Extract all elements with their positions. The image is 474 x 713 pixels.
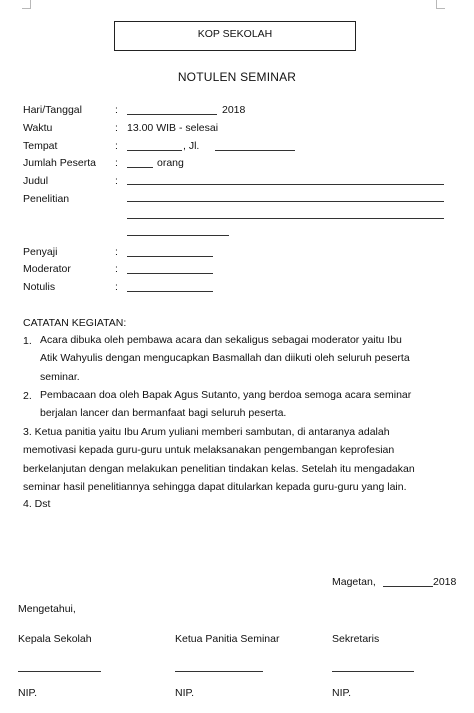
judul-blank-line-2	[127, 201, 444, 202]
judul-blank-line-4	[127, 235, 229, 236]
item-3-text	[23, 423, 445, 496]
item-3-line-2: memotivasi kepada guru-guru untuk melaksanakan pengembangan keprofesian	[23, 444, 395, 457]
item-2-line-2: berjalan lancer dan bermanfaat bagi seluruh peserta.	[40, 407, 287, 420]
judul-blank-line-1	[127, 184, 444, 185]
jumlah-peserta-colon: :	[115, 157, 118, 169]
ketua-panitia-nip: NIP.	[175, 687, 195, 699]
item-2-number: 2.	[23, 390, 32, 402]
hari-tanggal-colon: :	[115, 104, 118, 116]
notulis-colon: :	[115, 281, 118, 293]
judul-colon: :	[115, 175, 118, 187]
kepala-sekolah-nip: NIP.	[18, 687, 38, 699]
kop-sekolah-label: KOP SEKOLAH	[197, 28, 273, 40]
waktu-colon: :	[115, 122, 118, 134]
penyaji-label: Penyaji	[23, 246, 58, 258]
page-corner-mark-right	[436, 0, 445, 9]
tempat-name-blank	[127, 150, 182, 151]
mengetahui-label: Mengetahui,	[18, 603, 76, 615]
item-3-line-3: berkelanjutan dengan melakukan penelitian tindakan kelas. Setelah itu mengadakan	[23, 462, 415, 475]
moderator-colon: :	[115, 263, 118, 275]
hari-tanggal-year: 2018	[222, 104, 246, 116]
jumlah-peserta-blank	[127, 167, 153, 168]
moderator-blank	[127, 273, 213, 274]
item-4-text: 4. Dst	[23, 498, 51, 510]
notulis-blank	[127, 291, 213, 292]
sekretaris-signature-line	[332, 671, 414, 672]
hari-tanggal-label: Hari/Tanggal	[23, 104, 82, 116]
jumlah-peserta-label: Jumlah Peserta	[23, 157, 96, 169]
item-3-line-4: seminar hasil penelitiannya sehingga dapat ditularkan kepada guru-guru yang lain.	[23, 480, 407, 493]
item-1-line-3: seminar.	[40, 370, 80, 383]
kepala-sekolah-signature-line	[18, 671, 101, 672]
tempat-label: Tempat	[23, 140, 58, 152]
waktu-value: 13.00 WIB - selesai	[127, 122, 219, 134]
catatan-heading: CATATAN KEGIATAN:	[23, 317, 127, 329]
ketua-panitia-label: Ketua Panitia Seminar	[175, 633, 280, 645]
tempat-street-blank	[215, 150, 295, 151]
judul-blank-line-3	[127, 218, 444, 219]
penelitian-label: Penelitian	[23, 193, 70, 205]
sekretaris-nip: NIP.	[332, 687, 352, 699]
judul-label: Judul	[23, 175, 49, 187]
waktu-label: Waktu	[23, 122, 53, 134]
ketua-panitia-signature-line	[175, 671, 263, 672]
penyaji-blank	[127, 256, 213, 257]
document-title: NOTULEN SEMINAR	[177, 70, 297, 84]
place-date-label: Magetan,	[332, 576, 376, 588]
kop-sekolah-box	[114, 21, 356, 51]
item-1-line-1: Acara dibuka oleh pembawa acara dan sekaligus sebagai moderator yaitu Ibu	[40, 334, 402, 346]
sekretaris-label: Sekretaris	[332, 633, 380, 645]
item-1-number: 1.	[23, 335, 32, 347]
place-date-year: 2018	[433, 576, 457, 588]
tempat-value: , Jl.	[183, 140, 200, 152]
tempat-colon: :	[115, 140, 118, 152]
moderator-label: Moderator	[23, 263, 71, 275]
date-blank	[383, 586, 433, 587]
item-2-text	[40, 386, 445, 423]
item-1-text	[40, 331, 445, 386]
notulis-label: Notulis	[23, 281, 56, 293]
page-corner-mark-left	[22, 0, 31, 9]
item-2-line-1: Pembacaan doa oleh Bapak Agus Sutanto, yang berdoa semoga acara seminar	[40, 389, 412, 401]
jumlah-peserta-unit: orang	[157, 157, 184, 169]
item-3-line-1: 3. Ketua panitia yaitu Ibu Arum yuliani memberi sambutan, di antaranya adalah	[23, 426, 390, 438]
kepala-sekolah-label: Kepala Sekolah	[18, 633, 92, 645]
penyaji-colon: :	[115, 246, 118, 258]
item-1-line-2: Atik Wahyulis dengan mengucapkan Basmallah dan diikuti oleh seluruh peserta	[40, 352, 410, 365]
hari-tanggal-blank	[127, 114, 217, 115]
